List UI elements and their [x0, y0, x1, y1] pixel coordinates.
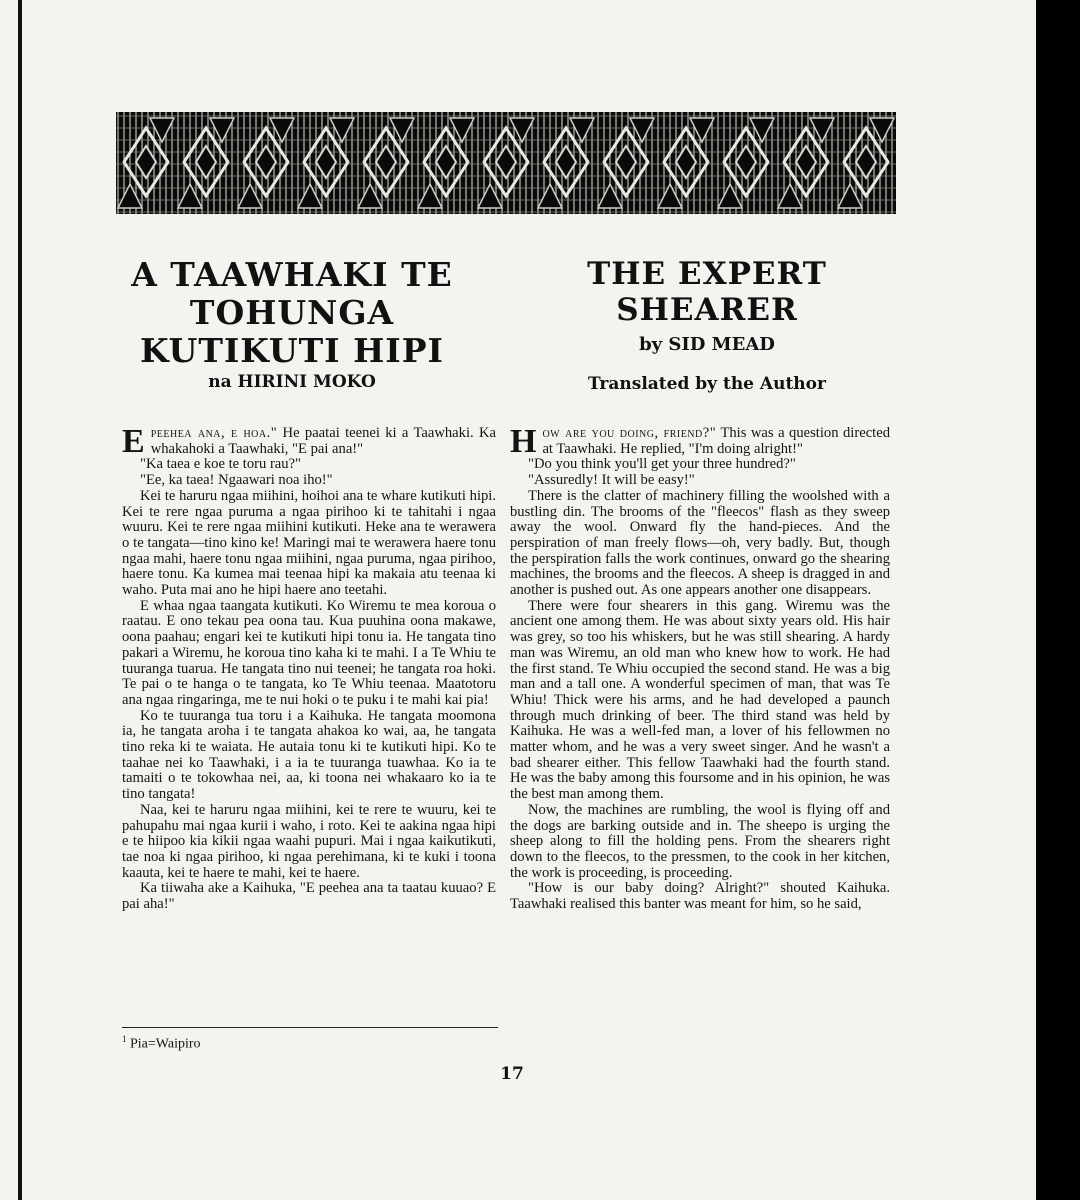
scan-right-edge	[1036, 0, 1080, 1200]
paragraph: "Assuredly! It will be easy!"	[528, 472, 695, 489]
footnote-text: Pia=Waipiro	[130, 1036, 201, 1052]
paragraph: Ko te tuuranga tua toru i a Kaihuka. He tangata moomona ia, he tangata aroha i te tangata ahakoa ko wai, aa, he tangata tino reka ki te waiata. He autaia tonu ki te kutikuti hipi. Ko te taahae nei ko Taawhaki, i a ia te tuuranga tuawhaa. Ko ia te tamaiti o te tokowhaa nei, aa, ki toona nei whakaaro ko ia te tino tangata!	[122, 707, 496, 803]
opening-text: He paatai teenei ki a Taawhaki. Ka whakahoki a Taawhaki, "E pai ana!"	[150, 425, 496, 457]
magazine-page	[22, 0, 1036, 1200]
paragraph: Naa, kei te haruru ngaa miihini, kei te rere te wuuru, kei te pahupahu mai ngaa kurii i waho, i roto. Kei te aakina ngaa hipi e te hiipoo kia kikii ngaa waahi pupuri. Mai i ngaa kaikutikuti, tae noa ki ngaa pirihoo, ki ngaa perehimana, ki te kuki i toona kaauta, kei te haere te mahi, kei te haere.	[122, 801, 496, 881]
opening-small-caps: ow are you doing, friend?"	[542, 425, 717, 441]
paragraph: There were four shearers in this gang. Wiremu was the ancient one among them. He was about sixty years old. His hair was grey, so too his whiskers, but he was still shearing. A hardy man was Wiremu, an old man who knew how to work. He had the first stand. Te Whiu occupied the second stand. He was a big man and a tall one. A wonderful specimen of man, that was Te Whiu! Thick were his arms, and he had developed a paunch through much drinking of beer. The third stand was held by Kaihuka. He was a well-fed man, a lover of his fellowmen no matter whom, and he was a very sweet singer. And he wasn't a bad shearer either. This fellow Taawhaki had the fourth stand. He was the baby among this foursome and in his opinion, he was the best man among them.	[510, 597, 890, 803]
scan-left-edge	[0, 0, 22, 1200]
drop-cap: E	[122, 423, 145, 460]
left-article-title: A TAAWHAKI TE TOHUNGA KUTIKUTI HIPI	[131, 255, 453, 370]
right-article-byline: by SID MEAD	[639, 334, 775, 355]
paragraph: "How is our baby doing? Alright?" shouted Kaihuka. Taawhaki realised this banter was meant for him, so he said,	[510, 880, 890, 913]
maori-text-column	[122, 423, 496, 913]
opening-paragraph	[122, 423, 496, 460]
opening-small-caps: peehea ana, e hoa."	[150, 425, 278, 441]
footnote-mark: 1	[122, 1034, 127, 1044]
right-article-title: THE EXPERT SHEARER	[587, 256, 827, 328]
english-text-column	[510, 423, 891, 913]
footnote-rule	[122, 1027, 498, 1028]
translation-credit: Translated by the Author	[588, 374, 826, 394]
paragraph: "Ka taea e koe te toru rau?"	[140, 456, 302, 473]
paragraph: Kei te haruru ngaa miihini, hoihoi ana te whare kutikuti hipi. Kei te rere ngaa puruma a ngaa pirihoo ki te tahitahi i ngaa wuuru. Kei te rere ngaa miihini kutikuti. Heke ana te werawera o te tangata—tino kino ke! Maringi mai te werawera haere tonu ngaa mahi, haere tonu ngaa miihini, ngaa puruma, ngaa pirihoo, haere tonu. Ka kumea mai teenaa hipi ka makaia atu teenaa ki waho. Puta mai ano he hipi haere ano teetahi.	[122, 487, 496, 599]
drop-cap: H	[510, 423, 537, 460]
maori-paragraphs	[122, 457, 496, 912]
english-paragraphs	[510, 457, 890, 912]
page-number: 17	[500, 1064, 524, 1084]
paragraph: Ka tiiwaha ake a Kaihuka, "E peehea ana ta taatau kuuao? E pai aha!"	[122, 880, 496, 913]
left-article-byline: na HIRINI MOKO	[208, 372, 376, 392]
paragraph: "Ee, ka taea! Ngaawari noa iho!"	[140, 472, 333, 489]
opening-text: This was a question directed at Taawhaki. He replied, "I'm doing alright!"	[542, 425, 891, 457]
tukutuku-pattern-banner	[116, 112, 896, 214]
paragraph: There is the clatter of machinery filling the woolshed with a bustling din. The brooms of the "fleecos" flash as they sweep away the wool. Onward fly the hand-pieces. And the perspiration of man freely flows—oh, very badly. But, though the perspiration falls the work continues, onward go the shearing machines, the brooms and the fleecos. A sheep is dragged in and another is pushed out. As one appears another one disappears.	[510, 487, 890, 599]
paragraph: E whaa ngaa taangata kutikuti. Ko Wiremu te mea koroua o raatau. E ono tekau pea oona tau. Kua puuhina oona makawe, oona paahau; engari kei te kutikuti hipi tonu ia. He tangata tino pakari a Wiremu, he koroua tino kaha ki te mahi. I a Te Whiu te tuuranga tuarua. He tangata tino nui teenei; he tangata roa hoki. Te pai o te hanga o te tangata, ko Te Whiu teenaa. Maatotoru ana ngaa ringaringa, me te nui hoki o te puku i te mahi kai pia!	[122, 597, 496, 708]
opening-paragraph	[510, 423, 891, 460]
paragraph: Now, the machines are rumbling, the wool is flying off and the dogs are barking outside and in. The sheepo is urging the sheep along to fill the holding pens. From the shearers right down to the fleecos, to the pressmen, to the cook in her kitchen, the work is proceeding, is proceeding.	[510, 801, 890, 881]
woven-pattern-graphic	[116, 112, 896, 214]
footnote	[122, 1034, 201, 1053]
paragraph: "Do you think you'll get your three hundred?"	[528, 456, 796, 473]
